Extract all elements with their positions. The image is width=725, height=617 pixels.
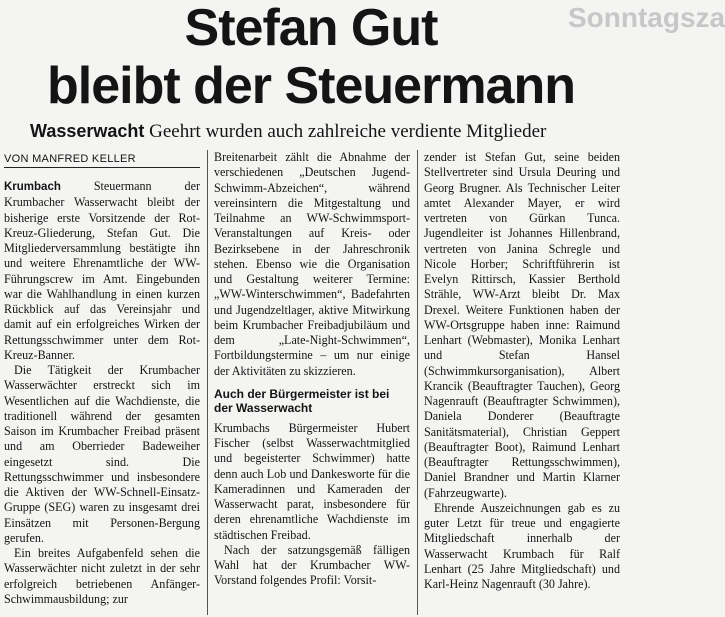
dateline: Krumbach <box>4 181 61 193</box>
section-heading: Auch der Bürgermeister ist bei der Wasserwacht <box>214 386 390 415</box>
paragraph-text: Steuermann der Krumbacher Wasserwacht bleibt der bisherige erste Vorsitzende der Rot-Kreuz-Gliederung, Stefan Gut. Die Mitgliederversammlung bestätigte ihn und weitere Ehrenamtliche der WW-Führungscrew im Amt. Eingebunden war die Wahlhandlung in einen kurzen Rückblick auf das Vereinsjahr und damit auf ein erfolgreiches Wirken der Rettungsschwimmer unter dem Rot-Kreuz-Banner. <box>4 179 200 362</box>
paragraph: Ein breites Aufgabenfeld sehen die Wasserwächter nicht zuletzt in der sehr erfolgreich betriebenen Anfänger-Schwimmausbildung; zur <box>4 546 200 606</box>
paragraph: Ehrende Auszeichnungen gab es zu guter Letzt für treue und engagierte Mitgliedschaft innerhalb der Wasserwacht Krumbach für Ralf Lenhart (25 Jahre Mitgliedschaft) und Karl-Heinz Nagenrauft (30 Jahre). <box>424 500 620 591</box>
headline-line-2: bleibt der Steuermann <box>47 57 575 115</box>
paragraph: Breitenarbeit zählt die Abnahme der verschiedenen „Deutschen Jugend-Schwimm-Abzeichen“, während vereinsintern die Mitgestaltung und Teilnahme an WW-Schwimmsport-Veranstaltungen auf Kreis- oder Bezirksebene in der Jahreschronik stehen. Ebenso wie die Organisation und Gestaltung weiterer Termine: „WW-Winterschwimmen“, Badefahrten und Jugendzeltlager, aktive Mitwirkung beim Krumbacher Freibadjubiläum und dem „Late-Night-Schwimmen“, Fortbildungstermine – um nur einige der Aktivitäten zu skizzieren. <box>214 150 410 378</box>
column-divider <box>417 150 418 615</box>
paragraph: Nach der satzungsgemäß fälligen Wahl hat der Krumbacher WW-Vorstand folgendes Profil: Vorsit- <box>214 542 410 588</box>
subhead-text: Geehrt wurden auch zahlreiche verdiente Mitglieder <box>144 121 547 142</box>
headline-line-1: Stefan Gut <box>184 0 438 57</box>
article-column-1 <box>4 179 200 607</box>
paragraph: Die Tätigkeit der Krumbacher Wasserwächter erstreckt sich im Wesentlichen auf die Wachdienste, die traditionell während der gesamten Saison im Krumbacher Freibad präsent und am Oberrieder Badeweiher eingesetzt sind. Die Rettungsschwimmer und insbesondere die Aktiven der WW-Schnell-Einsatz-Gruppe (SEG) waren zu insgesamt drei Einsätzen mit Personen-Bergung gerufen. <box>4 363 200 545</box>
article-column-2 <box>214 150 410 589</box>
subheadline <box>30 119 620 144</box>
byline: VON MANFRED KELLER <box>4 153 200 168</box>
paragraph <box>4 179 200 363</box>
column-divider <box>207 150 208 615</box>
paragraph: zender ist Stefan Gut, seine beiden Stellvertreter sind Ursula Deuring und Georg Brugner. Als Technischer Leiter amtet Alexander Mayer, er wird vertreten von Gürkan Tunca. Jugendleiter ist Johannes Hillenbrand, vertreten von Janina Schregle und Nicole Horber; Schriftführerin ist Evelyn Rittirsch, Kassier Berthold Strähle, WW-Arzt bleibt Dr. Max Drexel. Weitere Funktionen haben der WW-Ortsgruppe haben inne: Raimund Lenhart (Webmaster), Monika Lenhart und Stefan Hansel (Schwimmkursorganisation), Albert Krancik (Beauftragter Tauchen), Georg Nagenrauft (Beauftragter Schwimmen), Daniela Donderer (Beauftragte Sanitätsmaterial), Christian Geppert (Beauftragter Boot), Raimund Lenhart (Beauftragter Rettungsschwimmen), Daniel Brandner und Martin Klarner (Fahrzeugwarte). <box>424 150 620 500</box>
paragraph: Krumbachs Bürgermeister Hubert Fischer (selbst Wasserwachtmitglied und begeisterter Schwimmer) hatte denn auch Lob und Dankesworte für die Kameradinnen und Kameraden der Wasserwacht parat, insbesondere für deren ehrenamtliche Wachdienste im städtischen Freibad. <box>214 420 410 542</box>
subhead-kicker: Wasserwacht <box>30 121 145 141</box>
article-column-3 <box>424 150 620 592</box>
adjacent-article-bleed: Sonntagsza <box>568 2 725 33</box>
